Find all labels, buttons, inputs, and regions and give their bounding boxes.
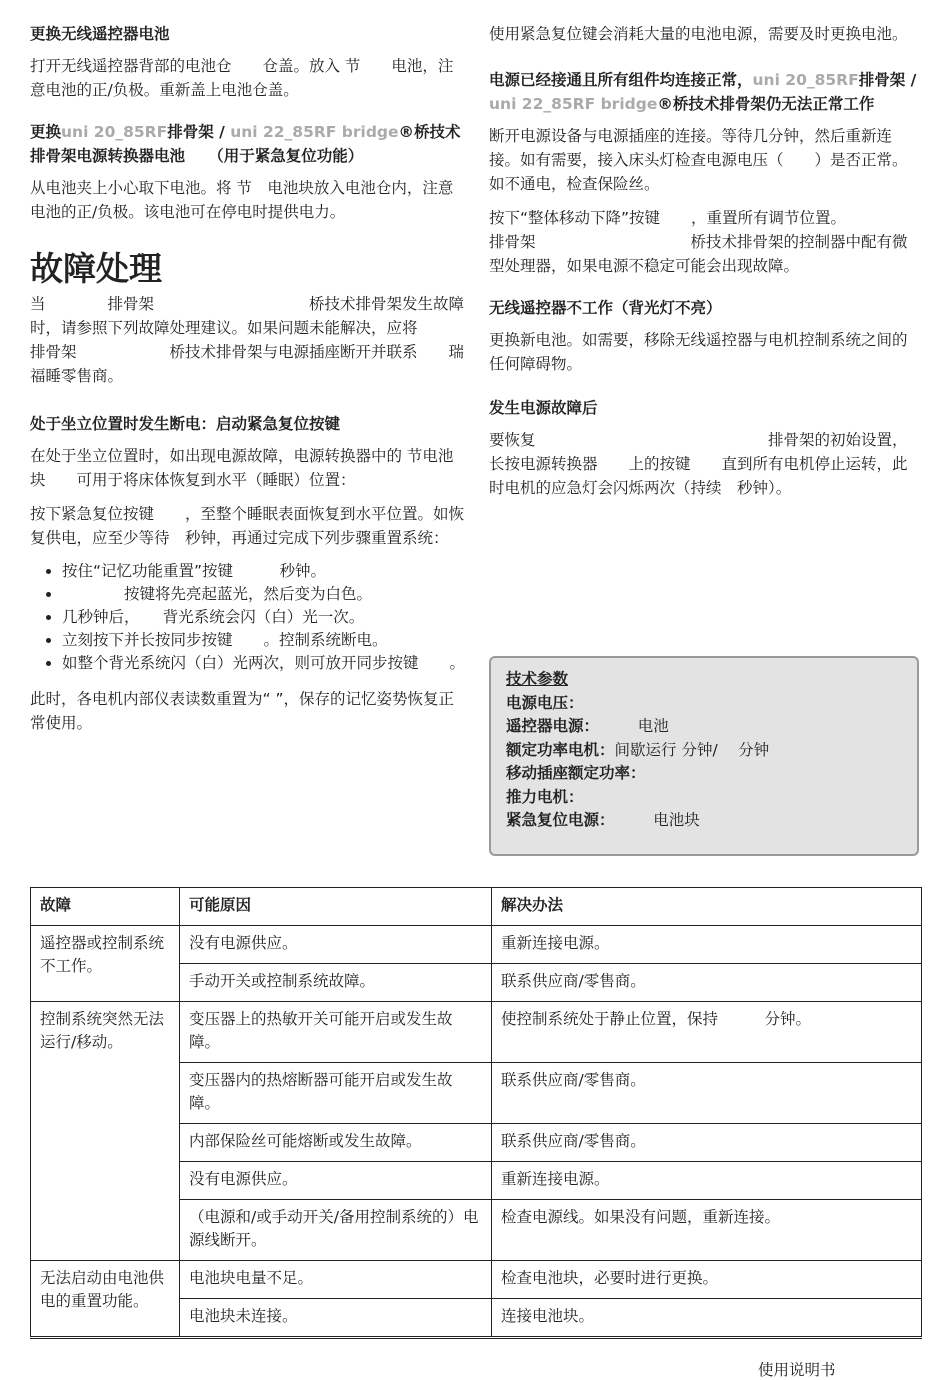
power-failure-paragraph-1: 在处于坐立位置时，如出现电源故障，电源转换器中的 节电池块 可用于将床体恢复到水平（睡眠）位置： bbox=[30, 447, 454, 489]
spec-value: 电池 bbox=[591, 717, 669, 735]
power-failure-paragraph-2: 按下紧急复位按键 ，至整个睡眠表面恢复到水平位置。如恢复供电，应至少等待 秒钟，再通过完成下列步骤重置系统： bbox=[30, 505, 465, 547]
fault-cell: 遥控器或控制系统不工作。 bbox=[31, 926, 180, 1002]
solution-cell: 使控制系统处于静止位置，保持 分钟。 bbox=[492, 1002, 922, 1063]
column-header-fault: 故障 bbox=[31, 888, 180, 926]
troubleshooting-table bbox=[30, 887, 922, 1337]
title-part: ®桥技术排骨架仍无法正常工作 bbox=[657, 95, 875, 113]
solution-cell: 检查电源线。如果没有问题，重新连接。 bbox=[492, 1200, 922, 1261]
cause-cell: （电源和/或手动开关/备用控制系统的）电源线断开。 bbox=[180, 1200, 492, 1261]
title-part: 排骨架 / bbox=[858, 71, 917, 89]
brand-logo-text: uni 22_85RF bridge bbox=[489, 95, 658, 113]
table-row bbox=[31, 1002, 922, 1063]
spec-row bbox=[506, 692, 902, 716]
solution-cell: 重新连接电源。 bbox=[492, 926, 922, 964]
spec-label: 额定功率电机： bbox=[506, 740, 615, 759]
spec-row bbox=[506, 715, 902, 739]
power-failure-paragraph-3: 此时，各电机内部仪表读数重置为“ ”，保存的记忆姿势恢复正常使用。 bbox=[30, 690, 454, 732]
after-power-failure-body: 要恢复 排骨架的初始设置，长按电源转换器 上的按键 直到所有电机停止运转，此时电机的应急灯会闪烁两次（持续 秒钟）。 bbox=[489, 431, 908, 497]
list-item: • 按键将先亮起蓝光，然后变为白色。 bbox=[62, 583, 465, 606]
title-part: 排骨架 / bbox=[167, 123, 231, 141]
cause-cell: 没有电源供应。 bbox=[180, 1162, 492, 1200]
specs-title: 技术参数 bbox=[506, 670, 569, 688]
list-item: • 几秒钟后， 背光系统会闪（白）光一次。 bbox=[62, 606, 465, 629]
spec-label: 推力电机： bbox=[506, 787, 584, 806]
table-header-row bbox=[31, 888, 922, 926]
reset-steps-list bbox=[30, 560, 465, 675]
column-header-solution: 解决办法 bbox=[492, 888, 922, 926]
section-title-power-failure: 处于坐立位置时发生断电：启动紧急复位按键 bbox=[30, 415, 341, 433]
spec-row bbox=[506, 786, 902, 810]
spec-label: 电源电压： bbox=[506, 693, 584, 712]
page-heading: 故障处理 bbox=[30, 249, 162, 288]
list-item: • 按住“记忆功能重置”按键 秒钟。 bbox=[62, 560, 465, 583]
not-working-paragraph-1: 断开电源设备与电源插座的连接。等待几分钟，然后重新连接。如有需要，接入床头灯检查电源电压（ ）是否正常。如不通电，检查保险丝。 bbox=[489, 127, 908, 193]
solution-cell: 联系供应商/零售商。 bbox=[492, 1124, 922, 1162]
spec-row bbox=[506, 809, 902, 833]
list-item: • 立刻按下并长按同步按键 。控制系统断电。 bbox=[62, 629, 465, 652]
spec-value: 电池块 bbox=[606, 811, 700, 829]
solution-cell: 重新连接电源。 bbox=[492, 1162, 922, 1200]
solution-cell: 连接电池块。 bbox=[492, 1299, 922, 1337]
cause-cell: 电池块电量不足。 bbox=[180, 1261, 492, 1299]
list-item: • 如整个背光系统闪（白）光两次，则可放开同步按键 。 bbox=[62, 652, 465, 675]
title-part: 电源已经接通且所有组件均连接正常， bbox=[489, 71, 753, 89]
footer-divider bbox=[30, 1338, 922, 1339]
troubleshooting-intro: 当 排骨架 桥技术排骨架发生故障时，请参照下列故障处理建议。如果问题未能解决，应将 排骨架 桥技术排骨架与电源插座断开并联系 瑞福睡零售商。 bbox=[30, 295, 496, 385]
section-title-remote-not-working: 无线遥控器不工作（背光灯不亮） bbox=[489, 299, 722, 317]
brand-logo-text: uni 20_85RF bbox=[61, 123, 168, 141]
right-column bbox=[489, 22, 921, 510]
section-title-after-power-failure: 发生电源故障后 bbox=[489, 399, 598, 417]
brand-logo-text: uni 22_85RF bridge bbox=[230, 123, 399, 141]
remote-not-working-body: 更换新电池。如需要，移除无线遥控器与电机控制系统之间的任何障碍物。 bbox=[489, 331, 908, 373]
fault-cell: 控制系统突然无法运行/移动。 bbox=[31, 1002, 180, 1261]
solution-cell: 联系供应商/零售商。 bbox=[492, 1063, 922, 1124]
cause-cell: 手动开关或控制系统故障。 bbox=[180, 964, 492, 1002]
spec-label: 紧急复位电源： bbox=[506, 811, 607, 829]
spec-label: 遥控器电源： bbox=[506, 717, 592, 735]
not-working-paragraph-2: 按下“整体移动下降”按键 ，重置所有调节位置。 排骨架 桥技术排骨架的控制器中配有微型处理器，如果电源不稳定可能会出现故障。 bbox=[489, 209, 916, 275]
table-row bbox=[31, 1261, 922, 1299]
footer-label: 使用说明书 bbox=[758, 1361, 836, 1379]
section-body-replace-remote-battery: 打开无线遥控器背部的电池仓 仓盖。放入 节 电池，注意电池的正/负极。重新盖上电池仓盖。 bbox=[30, 57, 454, 99]
cause-cell: 内部保险丝可能熔断或发生故障。 bbox=[180, 1124, 492, 1162]
left-column bbox=[30, 22, 496, 745]
section-title-not-working bbox=[489, 68, 921, 116]
title-part: 更换 bbox=[30, 123, 62, 141]
emergency-reset-note: 使用紧急复位键会消耗大量的电池电源，需要及时更换电池。 bbox=[489, 25, 908, 43]
solution-cell: 检查电池块，必要时进行更换。 bbox=[492, 1261, 922, 1299]
section-title-replace-remote-battery: 更换无线遥控器电池 bbox=[30, 25, 170, 43]
spec-row bbox=[506, 762, 902, 786]
spec-row bbox=[506, 739, 902, 763]
spec-label: 移动插座额定功率： bbox=[506, 764, 646, 782]
cause-cell: 变压器内的热熔断器可能开启或发生故障。 bbox=[180, 1063, 492, 1124]
fault-cell: 无法启动由电池供电的重置功能。 bbox=[31, 1261, 180, 1337]
section-body-replace-converter-battery: 从电池夹上小心取下电池。将 节 电池块放入电池仓内，注意电池的正/负极。该电池可在停电时提供电力。 bbox=[30, 179, 454, 221]
section-title-replace-converter-battery bbox=[30, 120, 465, 168]
title-part: ®桥技术排骨架电源转换器电池 （用于紧急复位功能） bbox=[30, 123, 461, 165]
spec-value: 间歇运行 分钟/ 分钟 bbox=[614, 740, 770, 759]
brand-logo-text: uni 20_85RF bbox=[752, 71, 859, 89]
solution-cell: 联系供应商/零售商。 bbox=[492, 964, 922, 1002]
cause-cell: 没有电源供应。 bbox=[180, 926, 492, 964]
cause-cell: 变压器上的热敏开关可能开启或发生故障。 bbox=[180, 1002, 492, 1063]
technical-specs-box bbox=[489, 656, 919, 856]
column-header-cause: 可能原因 bbox=[180, 888, 492, 926]
cause-cell: 电池块未连接。 bbox=[180, 1299, 492, 1337]
table-row bbox=[31, 926, 922, 964]
